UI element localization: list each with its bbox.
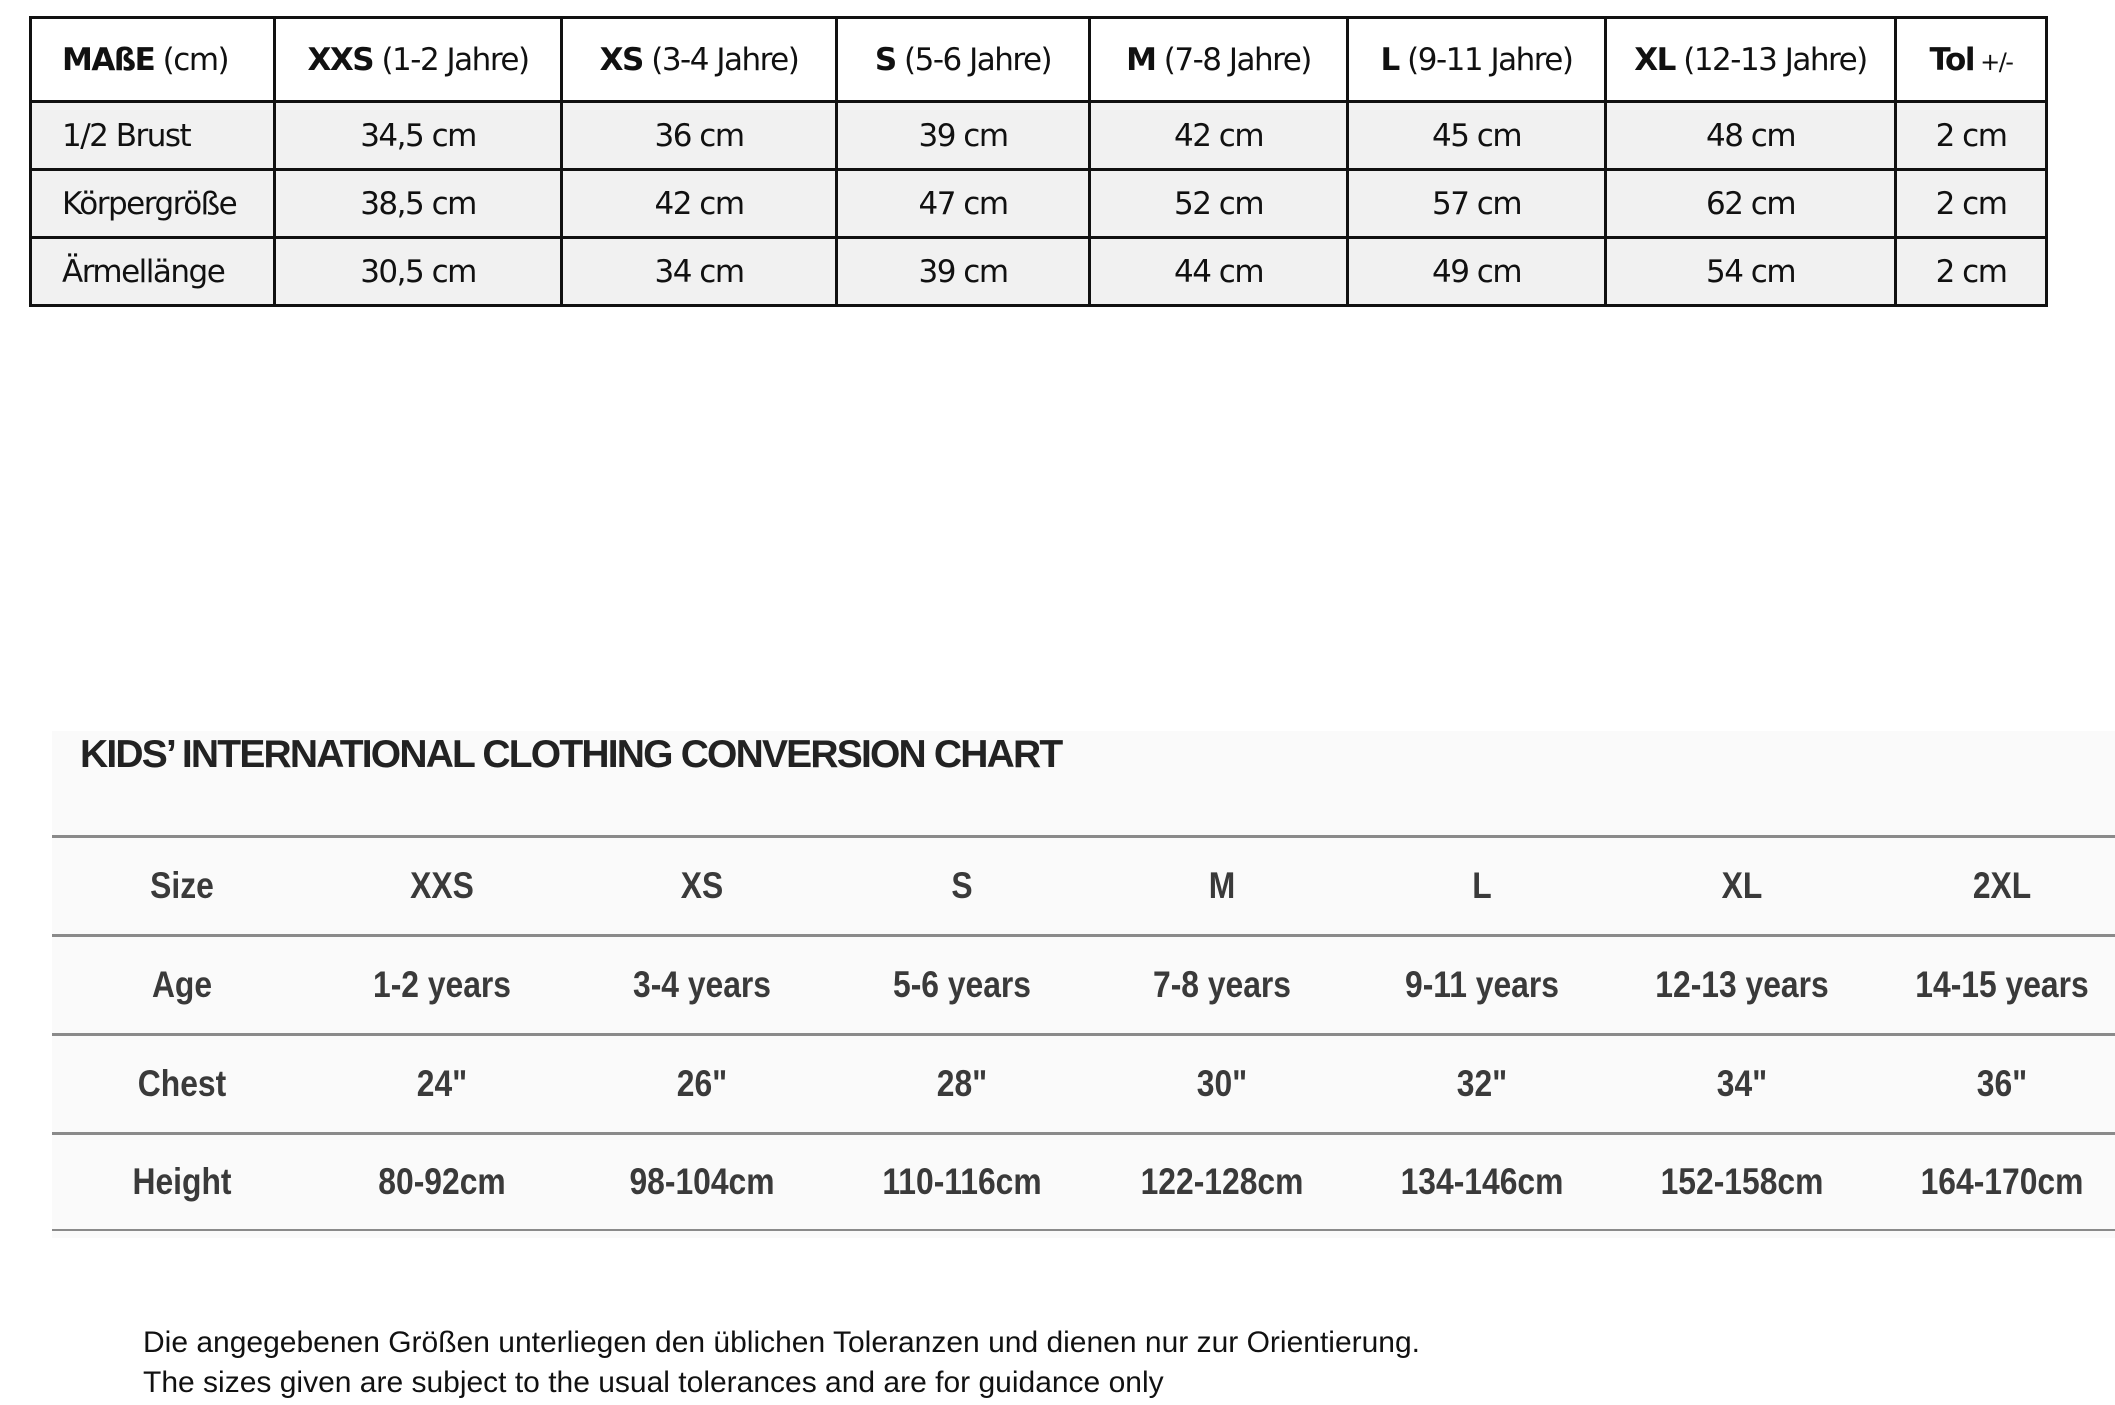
table-cell: 5-6 years (892, 964, 1032, 1005)
table-cell: 48 cm (1606, 102, 1896, 170)
conversion-chart (52, 731, 2115, 1238)
table-cell: 36 cm (562, 102, 837, 170)
table-cell: L (1472, 865, 1492, 906)
table-cell: 32" (1456, 1063, 1508, 1104)
header-cell-tol: Tol +/- (1896, 18, 2047, 102)
table-cell: 42 cm (1090, 102, 1348, 170)
table-cell: M (1208, 865, 1236, 906)
table-cell: 62 cm (1606, 170, 1896, 238)
table-cell: 49 cm (1348, 238, 1606, 306)
footnote-english: The sizes given are subject to the usual tolerances and are for guidance only (143, 1366, 1164, 1399)
measurement-row-koerpergroesse (31, 170, 2047, 238)
conversion-rows (52, 835, 2115, 1231)
table-cell: 30,5 cm (275, 238, 562, 306)
table-cell: 26" (676, 1063, 728, 1104)
table-cell: XXS (410, 865, 474, 906)
header-cell-m: M (7-8 Jahre) (1090, 18, 1348, 102)
measurement-table (29, 16, 2048, 307)
table-cell: 2 cm (1896, 238, 2047, 306)
conversion-row-chest (52, 1033, 2115, 1132)
table-cell: 47 cm (837, 170, 1090, 238)
header-cell-xl: XL (12-13 Jahre) (1606, 18, 1896, 102)
table-cell: 39 cm (837, 238, 1090, 306)
table-cell: 24" (416, 1063, 468, 1104)
row-label: Ärmellänge (31, 238, 275, 306)
table-cell: 7-8 years (1152, 964, 1292, 1005)
measurement-row-aermellaenge (31, 238, 2047, 306)
header-cell-s: S (5-6 Jahre) (837, 18, 1090, 102)
footnote-german: Die angegebenen Größen unterliegen den üblichen Toleranzen und dienen nur zur Orientierung. (143, 1326, 1421, 1359)
conversion-row-size (52, 835, 2115, 934)
table-cell: 14-15 years (1915, 964, 2089, 1005)
table-cell: 38,5 cm (275, 170, 562, 238)
table-cell: 9-11 years (1405, 964, 1559, 1005)
table-cell: 30" (1196, 1063, 1248, 1104)
table-cell: XL (1721, 865, 1763, 906)
table-cell: 36" (1976, 1063, 2028, 1104)
header-cell-masse: MAßE (cm) (31, 18, 275, 102)
measurement-header-row (31, 18, 2047, 102)
conversion-row-height (52, 1132, 2115, 1231)
row-label: Size (150, 865, 214, 906)
table-cell: 2 cm (1896, 170, 2047, 238)
table-cell: 122-128cm (1140, 1161, 1304, 1202)
table-cell: 2XL (1972, 865, 2032, 906)
table-cell: 34" (1716, 1063, 1768, 1104)
row-label: Age (151, 964, 213, 1005)
table-cell: 52 cm (1090, 170, 1348, 238)
header-cell-xxs: XXS (1-2 Jahre) (275, 18, 562, 102)
row-label: Körpergröße (31, 170, 275, 238)
table-cell: 80-92cm (378, 1161, 506, 1202)
table-cell: S (951, 865, 973, 906)
row-label: Chest (137, 1063, 227, 1104)
table-cell: 57 cm (1348, 170, 1606, 238)
table-cell: 134-146cm (1400, 1161, 1564, 1202)
table-cell: 110-116cm (882, 1161, 1042, 1202)
header-cell-l: L (9-11 Jahre) (1348, 18, 1606, 102)
table-cell: 54 cm (1606, 238, 1896, 306)
conversion-chart-title: KIDS’ INTERNATIONAL CLOTHING CONVERSION CHART (80, 733, 1062, 776)
conversion-row-age (52, 934, 2115, 1033)
table-cell: 34,5 cm (275, 102, 562, 170)
table-cell: 44 cm (1090, 238, 1348, 306)
table-cell: 39 cm (837, 102, 1090, 170)
measurement-row-brust (31, 102, 2047, 170)
table-cell: 42 cm (562, 170, 837, 238)
table-cell: 164-170cm (1920, 1161, 2084, 1202)
header-cell-xs: XS (3-4 Jahre) (562, 18, 837, 102)
table-cell: 98-104cm (629, 1161, 775, 1202)
table-cell: 3-4 years (632, 964, 772, 1005)
row-label: Height (132, 1161, 232, 1202)
table-cell: 34 cm (562, 238, 837, 306)
footnote (143, 1323, 1420, 1403)
table-cell: 12-13 years (1655, 964, 1829, 1005)
table-cell: 1-2 years (372, 964, 512, 1005)
table-cell: 152-158cm (1660, 1161, 1824, 1202)
table-cell: 45 cm (1348, 102, 1606, 170)
table-cell: 2 cm (1896, 102, 2047, 170)
table-cell: 28" (936, 1063, 988, 1104)
row-label: 1/2 Brust (31, 102, 275, 170)
table-cell: XS (680, 865, 724, 906)
